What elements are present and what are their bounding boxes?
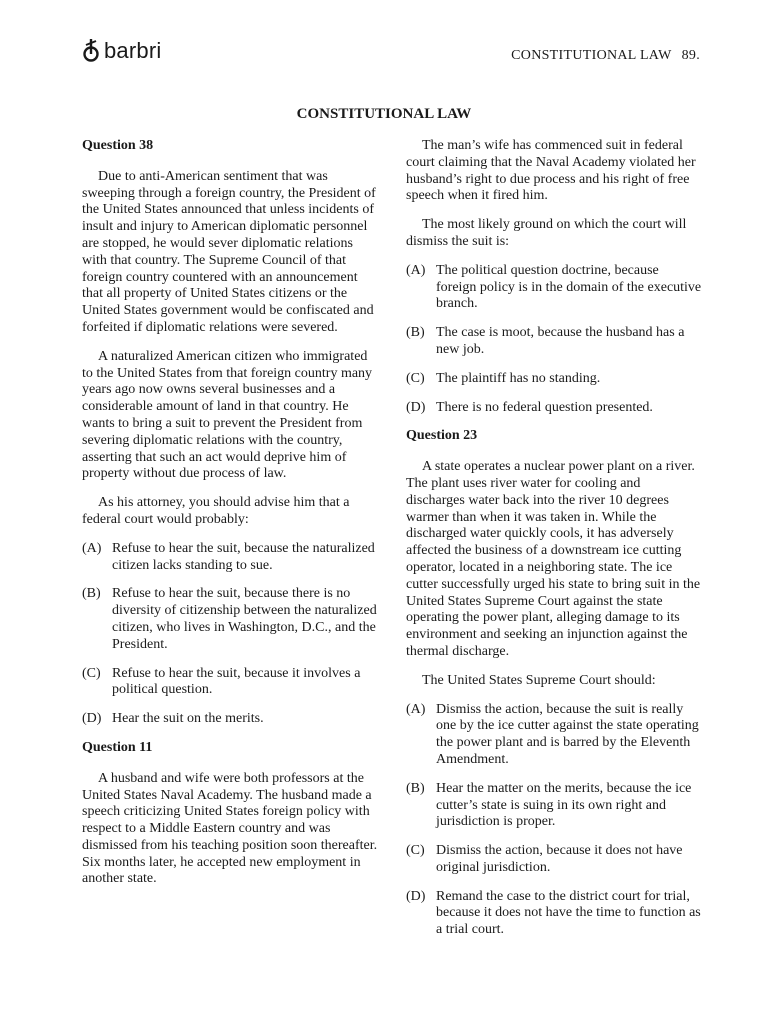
page-number: 89. — [681, 48, 700, 63]
answer-option — [406, 843, 702, 877]
option-text: Hear the matter on the merits, because the ice cutter’s state is suing in its own right and jurisdiction is proper. — [436, 780, 692, 830]
option-text: Refuse to hear the suit, because the naturalized citizen lacks standing to sue. — [112, 540, 375, 573]
option-text: Dismiss the action, because the suit is really one by the ice cutter against the state operating the power plant and is barred by the Eleventh Amendment. — [436, 701, 699, 767]
option-letter: (A) — [406, 701, 426, 717]
option-text: Refuse to hear the suit, because it involves a political question. — [112, 665, 361, 698]
option-text: Remand the case to the district court for trial, because it does not have the time to function as a trial court. — [436, 888, 701, 938]
question-11-heading: Question 11 — [82, 739, 153, 755]
option-letter: (B) — [82, 586, 101, 602]
option-letter: (B) — [406, 325, 425, 341]
left-column — [82, 138, 378, 900]
question-38-heading: Question 38 — [82, 138, 154, 153]
question-23-heading: Question 23 — [406, 428, 478, 444]
running-header — [511, 48, 700, 64]
page-title: CONSTITUTIONAL LAW — [296, 106, 472, 122]
answer-option — [406, 263, 702, 313]
answer-option — [82, 586, 378, 653]
brand-logo — [82, 38, 161, 64]
option-letter: (D) — [82, 711, 102, 727]
question-23-prompt: The United States Supreme Court should: — [422, 672, 656, 688]
question-38-paragraph: Due to anti-American sentiment that was sweeping through a foreign country, the President of the United States announced that unless incidents of insult and injury to American diplomatic personnel are stopped, he would sever diplomatic relations with that country. The Supreme Council of that foreign country countered with an announcement that all property of United States citizens or the United States government would be confiscated and forfeited if diplomatic relations were severed. — [82, 168, 376, 335]
option-text: Hear the suit on the merits. — [112, 711, 264, 727]
answer-option — [406, 889, 702, 939]
option-text: There is no federal question presented. — [436, 399, 653, 415]
right-column — [406, 138, 702, 951]
option-letter: (C) — [82, 665, 101, 681]
brand-name: barbri — [104, 38, 162, 63]
answer-option — [82, 541, 378, 575]
question-38-paragraph: A naturalized American citizen who immigrated to the United States from that foreign country many years ago now owns several businesses and a considerable amount of land in that country. He wants to bring a suit to prevent the President from severing diplomatic relations with the country, asserting that such an act would deprive him of property without due process of law. — [82, 348, 373, 482]
answer-option — [82, 666, 378, 700]
answer-option — [406, 702, 702, 769]
question-11-paragraph: A husband and wife were both professors at the United States Naval Academy. The husband made a speech criticizing United States foreign policy with respect to a Middle Eastern country and was dismissed from his teaching position soon thereafter. Six months later, he accepted new employment in another state. — [82, 770, 378, 887]
option-letter: (C) — [406, 370, 425, 386]
question-11-paragraph: The man’s wife has commenced suit in federal court claiming that the Naval Academy violated her husband’s right to due process and his right of free speech when it fired him. — [406, 138, 696, 204]
answer-option — [406, 325, 702, 359]
question-11-prompt: The most likely ground on which the court will dismiss the suit is: — [406, 217, 687, 249]
option-letter: (D) — [406, 888, 426, 904]
barbri-logo-icon — [82, 38, 100, 64]
answer-option — [406, 400, 702, 417]
option-text: The case is moot, because the husband has a new job. — [436, 325, 685, 357]
option-letter: (A) — [82, 540, 102, 556]
question-23-paragraph: A state operates a nuclear power plant on a river. The plant uses river water for cooling and discharges water back into the river 10 degrees warmer than when it was taken in. While the discharged water quickly cools, it has adversely affected the business of a downstream ice cutting operator, located in a neighboring state. The ice cutter successfully urged his state to bring suit in the United States Supreme Court against the state operating the power plant, alleging damage to its environment and seeking an injunction against the thermal discharge. — [406, 459, 701, 659]
answer-option — [82, 711, 378, 728]
option-letter: (D) — [406, 399, 426, 415]
option-text: Refuse to hear the suit, because there is no diversity of citizenship between the naturalized citizen, who lives in Washington, D.C., and the President. — [112, 586, 377, 652]
option-text: Dismiss the action, because it does not have original jurisdiction. — [436, 843, 683, 875]
option-text: The plaintiff has no standing. — [436, 370, 601, 386]
option-text: The political question doctrine, because foreign policy is in the domain of the executive branch. — [436, 262, 702, 312]
answer-option — [406, 371, 702, 388]
question-38-prompt: As his attorney, you should advise him that a federal court would probably: — [82, 495, 350, 527]
option-letter: (C) — [406, 843, 425, 859]
running-title: CONSTITUTIONAL LAW — [511, 48, 672, 63]
option-letter: (B) — [406, 780, 425, 796]
option-letter: (A) — [406, 262, 426, 278]
answer-option — [406, 781, 702, 831]
